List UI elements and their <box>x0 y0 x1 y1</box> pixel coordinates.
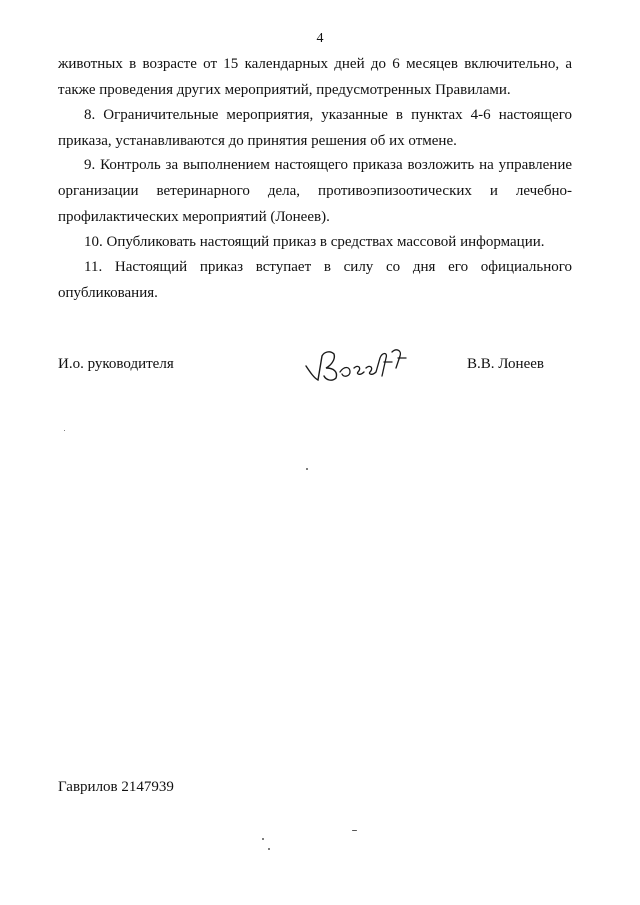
signature-block <box>0 356 640 386</box>
paragraph-continuation: животных в возрасте от 15 календарных дней до 6 месяцев включительно, а также проведения других мероприятий, предусмотренных Правилами. <box>58 56 572 98</box>
paragraph-item-11: 11. Настоящий приказ вступает в силу со дня его официального опубликования. <box>58 259 572 301</box>
scan-speck <box>268 848 270 850</box>
paragraph-item-10: 10. Опубликовать настоящий приказ в средствах массовой информации. <box>84 234 545 250</box>
page-number: 4 <box>316 31 324 46</box>
scan-speck <box>262 838 264 840</box>
signatory-title: И.о. руководителя <box>58 356 174 372</box>
scan-speck <box>306 468 308 470</box>
scan-speck <box>352 830 357 831</box>
executor-note: Гаврилов 2147939 <box>58 779 174 795</box>
scan-speck <box>64 430 65 431</box>
handwritten-signature <box>300 338 420 388</box>
signatory-name: В.В. Лонеев <box>467 356 544 372</box>
paragraph-item-8: 8. Ограничительные мероприятия, указанные в пунктах 4-6 настоящего приказа, устанавливаются до принятия решения об их отмене. <box>58 107 572 149</box>
paragraph-item-9: 9. Контроль за выполнением настоящего приказа возложить на управление организации ветеринарного дела, противоэпизоотических и лечебно-профилактических мероприятий (Лонеев). <box>58 157 572 225</box>
